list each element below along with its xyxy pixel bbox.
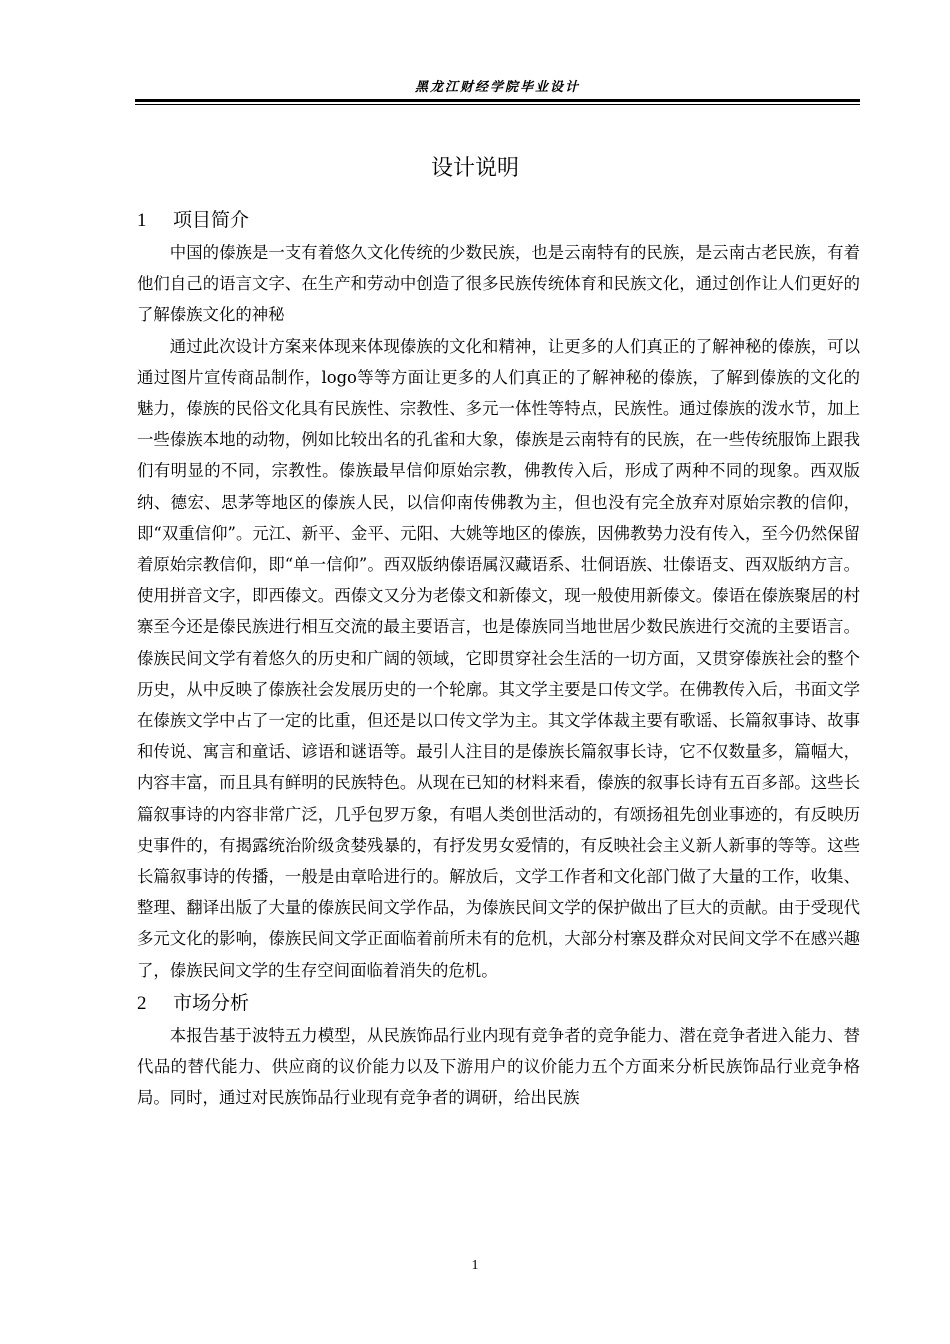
header-rule-thin	[135, 104, 860, 105]
document-body	[137, 203, 860, 1113]
section-1-title: 项目简介	[173, 209, 250, 231]
page-header	[135, 72, 860, 106]
section-1-paragraph-2: 通过此次设计方案来体现来体现傣族的文化和精神，让更多的人们真正的了解神秘的傣族，可以通过图片宣传商品制作，logo等等方面让更多的人们真正的了解神秘的傣族，了解到傣族的文化的魅力，傣族的民俗文化具有民族性、宗教性、多元一体性等特点，民族性。通过傣族的泼水节，加上一些傣族本地的动物，例如比较出名的孔雀和大象，傣族是云南特有的民族，在一些传统服饰上跟我们有明显的不同，宗教性。傣族最早信仰原始宗教，佛教传入后，形成了两种不同的现象。西双版纳、德宏、思茅等地区的傣族人民，以信仰南传佛教为主，但也没有完全放弃对原始宗教的信仰，即“双重信仰”。元江、新平、金平、元阳、大姚等地区的傣族，因佛教势力没有传入，至今仍然保留着原始宗教信仰，即“单一信仰”。西双版纳傣语属汉藏语系、壮侗语族、壮傣语支、西双版纳方言。使用拼音文字，即西傣文。西傣文又分为老傣文和新傣文，现一般使用新傣文。傣语在傣族聚居的村寨至今还是傣民族进行相互交流的最主要语言，也是傣族同当地世居少数民族进行交流的主要语言。傣族民间文学有着悠久的历史和广阔的领域，它即贯穿社会生活的一切方面，又贯穿傣族社会的整个历史，从中反映了傣族社会发展历史的一个轮廓。其文学主要是口传文学。在佛教传入后，书面文学在傣族文学中占了一定的比重，但还是以口传文学为主。其文学体裁主要有歌谣、长篇叙事诗、故事和传说、寓言和童话、谚语和谜语等。最引人注目的是傣族长篇叙事长诗，它不仅数量多，篇幅大，内容丰富，而且具有鲜明的民族特色。从现在已知的材料来看，傣族的叙事长诗有五百多部。这些长篇叙事诗的内容非常广泛，几乎包罗万象，有唱人类创世活动的，有颂扬祖先创业事迹的，有反映历史事件的，有揭露统治阶级贪婪残暴的，有抒发男女爱情的，有反映社会主义新人新事的等等。这些长篇叙事诗的传播，一般是由章哈进行的。解放后，文学工作者和文化部门做了大量的工作，收集、整理、翻译出版了大量的傣族民间文学作品，为傣族民间文学的保护做出了巨大的贡献。由于受现代多元文化的影响，傣族民间文学正面临着前所未有的危机，大部分村寨及群众对民间文学不在感兴趣了，傣族民间文学的生存空间面临着消失的危机。	[137, 336, 860, 980]
header-title: 黑龙江财经学院毕业设计	[414, 80, 580, 95]
section-1-heading	[137, 203, 860, 237]
section-1-number: 1	[137, 210, 147, 231]
header-rule-thick	[135, 99, 860, 102]
section-2-paragraph-1: 本报告基于波特五力模型，从民族饰品行业内现有竞争者的竞争能力、潜在竞争者进入能力、替代品的替代能力、供应商的议价能力以及下游用户的议价能力五个方面来分析民族饰品行业竞争格局。同时，通过对民族饰品行业现有竞争者的调研，给出民族	[137, 1025, 860, 1108]
section-1-paragraph-1: 中国的傣族是一支有着悠久文化传统的少数民族，也是云南特有的民族，是云南古老民族，有着他们自己的语言文字、在生产和劳动中创造了很多民族传统体育和民族文化，通过创作让人们更好的了解傣族文化的神秘	[137, 243, 860, 325]
document-title: 设计说明	[430, 156, 519, 181]
section-2-number: 2	[137, 992, 147, 1014]
section-2-heading	[137, 986, 860, 1020]
page-number: 1	[471, 1258, 479, 1273]
section-2-title: 市场分析	[173, 991, 250, 1014]
